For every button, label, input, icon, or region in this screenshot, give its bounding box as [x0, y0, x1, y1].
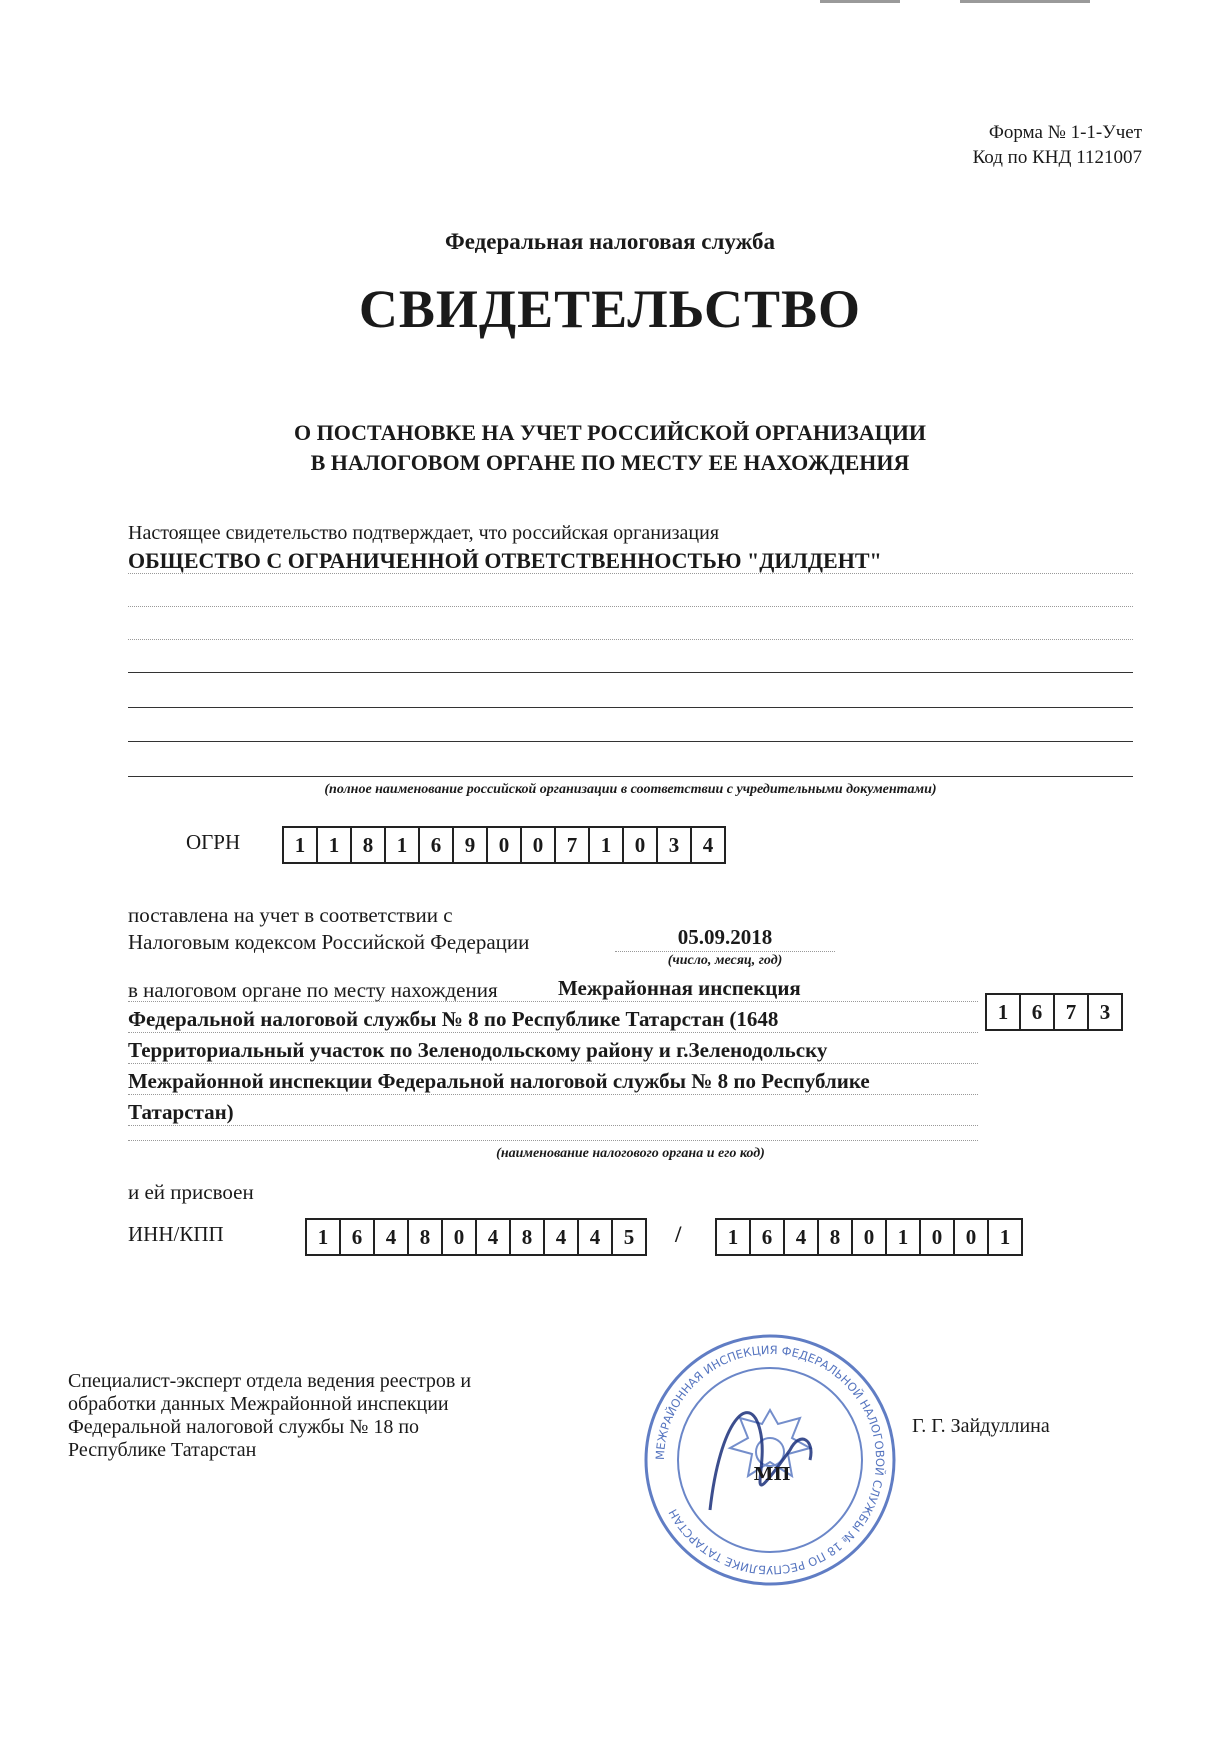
authority-caption: (наименование налогового органа и его код): [496, 1146, 765, 1161]
inn-digit: 1: [307, 1220, 341, 1254]
authority-code-digit: 1: [987, 995, 1021, 1029]
authority-line: Татарстан): [128, 1100, 234, 1124]
fill-line: [128, 776, 1133, 777]
stamp-mark: МП: [753, 1464, 791, 1485]
ogrn-digit: 6: [420, 828, 454, 862]
stamp-inner-ring: [678, 1368, 862, 1552]
kpp-digit: 0: [955, 1220, 989, 1254]
kpp-digit: 1: [999, 1224, 1011, 1249]
registration-date: 05.09.2018: [677, 925, 773, 949]
kpp-digit: 0: [853, 1220, 887, 1254]
fill-line: [128, 672, 1133, 673]
fill-line: [128, 573, 1133, 574]
position-line: Специалист-эксперт отдела ведения реестров и: [68, 1370, 472, 1392]
authority-code-digit: 6: [1021, 995, 1055, 1029]
intro-text: Настоящее свидетельство подтверждает, что российская организация: [128, 522, 720, 544]
inn-digit: 8: [409, 1220, 443, 1254]
registration-line: Налоговым кодексом Российской Федерации: [128, 930, 530, 954]
ogrn-digit: 7: [556, 828, 590, 862]
ogrn-digit: 4: [702, 832, 714, 857]
position-line: Республике Татарстан: [68, 1439, 257, 1461]
organization-name: ОБЩЕСТВО С ОГРАНИЧЕННОЙ ОТВЕТСТВЕННОСТЬЮ "ДИЛДЕНТ": [128, 548, 882, 573]
fill-line: [128, 1094, 978, 1095]
agency-name: Федеральная налоговая служба: [445, 229, 775, 254]
authority-line: Межрайонной инспекции Федеральной налоговой службы № 8 по Республике: [128, 1069, 870, 1093]
ogrn-digit: 3: [658, 828, 692, 862]
kpp-digit: 1: [717, 1220, 751, 1254]
specialist-position: [68, 1370, 471, 1462]
fill-line: [128, 741, 1133, 742]
org-name-caption: (полное наименование российской организации в соответствии с учредительными документами): [324, 782, 937, 797]
kpp-digit: 8: [819, 1220, 853, 1254]
inn-kpp-label: ИНН/КПП: [128, 1222, 224, 1246]
stamp-outer-ring: [646, 1336, 894, 1584]
authority-line: Территориальный участок по Зеленодольскому району и г.Зеленодольску: [128, 1038, 828, 1062]
official-stamp: [640, 1330, 900, 1590]
date-line: [615, 951, 835, 952]
authority-code-digit: 3: [1099, 999, 1111, 1024]
date-caption: (число, месяц, год): [667, 953, 783, 968]
inn-digit: 6: [341, 1220, 375, 1254]
ogrn-digit: 1: [386, 828, 420, 862]
fill-line: [128, 707, 1133, 708]
fill-line: [128, 1032, 978, 1033]
position-line: Федеральной налоговой службы № 18 по: [68, 1416, 420, 1438]
ogrn-digit: 1: [284, 828, 318, 862]
subtitle-line: О ПОСТАНОВКЕ НА УЧЕТ РОССИЙСКОЙ ОРГАНИЗАЦИИ: [294, 420, 926, 445]
inn-digit: 8: [511, 1220, 545, 1254]
inn-digit: 5: [623, 1224, 635, 1249]
ogrn-digit: 1: [590, 828, 624, 862]
inn-digit: 4: [579, 1220, 613, 1254]
scan-edge-mark: [960, 0, 1090, 3]
kpp-digit: 6: [751, 1220, 785, 1254]
kpp-digit: 4: [785, 1220, 819, 1254]
authority-line: Федеральной налоговой службы № 8 по Республике Татарстан (1648: [128, 1007, 779, 1031]
fill-line: [128, 1063, 978, 1064]
inn-kpp-separator: /: [675, 1222, 682, 1247]
stamp-text-path: МЕЖРАЙОННАЯ ИНСПЕКЦИЯ ФЕДЕРАЛЬНОЙ НАЛОГОВОЙ СЛУЖБЫ № 18 ПО РЕСПУБЛИКЕ ТАТАРСТАН: [652, 1342, 888, 1578]
ogrn-digits: [282, 826, 726, 864]
inn-digit: 4: [545, 1220, 579, 1254]
authority-code-digits: [985, 993, 1123, 1031]
ogrn-digit: 8: [352, 828, 386, 862]
fill-line: [128, 639, 1133, 640]
ogrn-digit: 0: [522, 828, 556, 862]
inn-digit: 4: [477, 1220, 511, 1254]
authority-prefix: в налоговом органе по месту нахождения: [128, 978, 498, 1002]
ogrn-digit: 1: [318, 828, 352, 862]
assigned-label: и ей присвоен: [128, 1180, 254, 1204]
position-line: обработки данных Межрайонной инспекции: [68, 1393, 449, 1415]
document-title: СВИДЕТЕЛЬСТВО: [358, 279, 862, 339]
form-meta: [973, 120, 1142, 170]
inn-digit: 0: [443, 1220, 477, 1254]
fill-line: [128, 1125, 978, 1126]
kpp-digits: [715, 1218, 1023, 1256]
ogrn-digit: 0: [624, 828, 658, 862]
fill-line: [128, 1001, 978, 1002]
form-number: Форма № 1-1-Учет: [988, 122, 1142, 143]
scan-edge-mark: [820, 0, 900, 3]
document-subtitle: [0, 418, 1220, 478]
stamp-text: [653, 1343, 888, 1577]
subtitle-line: В НАЛОГОВОМ ОРГАНЕ ПО МЕСТУ ЕЕ НАХОЖДЕНИЯ: [310, 450, 910, 475]
knd-code: Код по КНД 1121007: [972, 147, 1142, 168]
authority-line: Межрайонная инспекция: [558, 976, 801, 1000]
fill-line: [128, 1140, 978, 1141]
inn-digit: 4: [375, 1220, 409, 1254]
authority-code-digit: 7: [1055, 995, 1089, 1029]
ogrn-label: ОГРН: [186, 830, 241, 854]
registration-line: поставлена на учет в соответствии с: [128, 903, 453, 927]
kpp-digit: 0: [921, 1220, 955, 1254]
kpp-digit: 1: [887, 1220, 921, 1254]
ogrn-digit: 0: [488, 828, 522, 862]
ogrn-digit: 9: [454, 828, 488, 862]
fill-line: [128, 606, 1133, 607]
signer-name: Г. Г. Зайдуллина: [912, 1415, 1050, 1437]
inn-digits: [305, 1218, 647, 1256]
